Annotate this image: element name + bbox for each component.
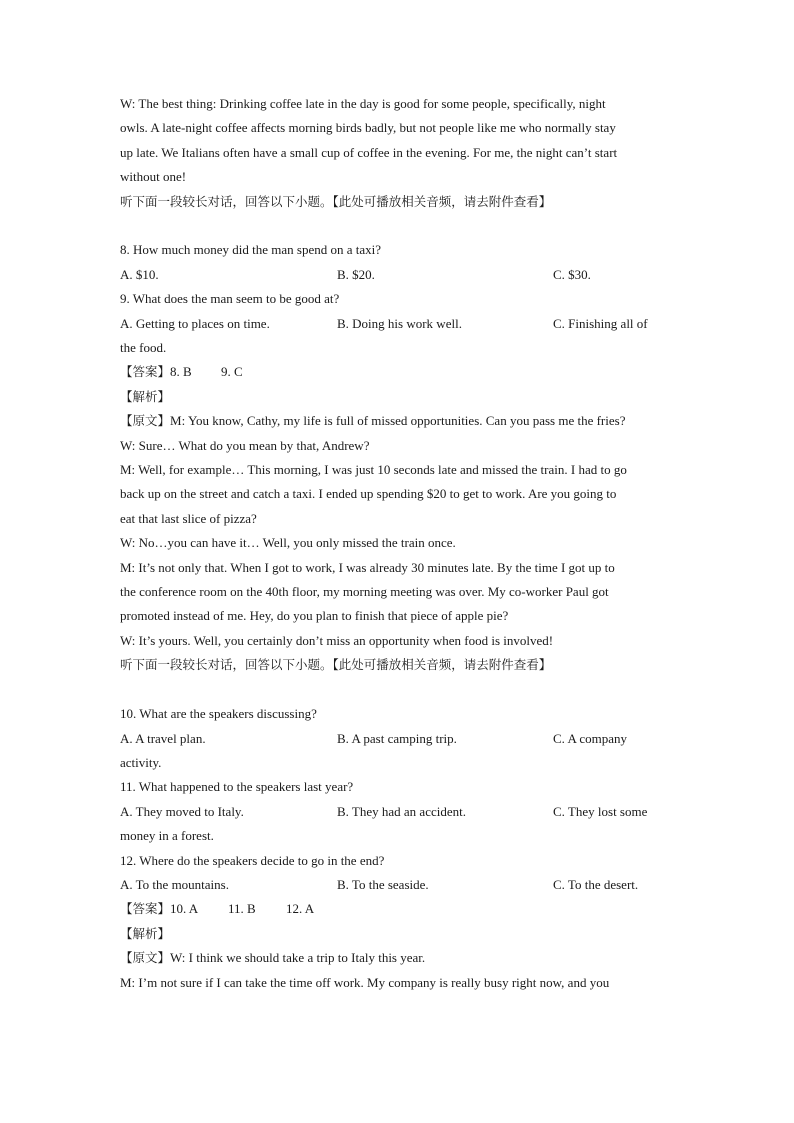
original-label: 【原文】 [120, 950, 171, 966]
question-8: 8. How much money did the man spend on a taxi? [120, 242, 382, 258]
answer-value: 9. C [221, 364, 243, 380]
transcript-line: promoted instead of me. Hey, do you plan to finish that piece of apple pie? [120, 608, 509, 624]
option-a: A. A travel plan. [120, 730, 206, 746]
option-a: A. They moved to Italy. [120, 803, 244, 819]
answer-value: 10. A [170, 901, 199, 917]
question-11-options [120, 800, 672, 824]
answer-row [120, 897, 672, 921]
option-c-wrap: activity. [120, 754, 162, 770]
listening-instruction: 听下面一段较长对话，回答以下小题。【此处可播放相关音频，请去附件查看】 [120, 193, 552, 209]
answer-value: 8. B [170, 364, 192, 380]
answer-row [120, 360, 672, 384]
option-c: C. A company [553, 730, 628, 746]
question-8-options [120, 263, 672, 287]
option-b: B. $20. [337, 266, 375, 282]
transcript-line: W: It’s yours. Well, you certainly don’t miss an opportunity when food is involved! [120, 632, 554, 648]
transcript-line: M: I’m not sure if I can take the time off work. My company is really busy right now, and you [120, 974, 610, 990]
transcript-line: M: It’s not only that. When I got to work, I was already 30 minutes late. By the time I got up to [120, 559, 615, 575]
question-12-options [120, 873, 672, 897]
transcript-line: M: Well, for example… This morning, I was just 10 seconds late and missed the train. I had to go [120, 462, 627, 478]
option-c: C. $30. [553, 266, 591, 282]
transcript-line [120, 946, 672, 970]
analysis-label: 【解析】 [120, 388, 171, 404]
intro-line: W: The best thing: Drinking coffee late in the day is good for some people, specifically, night [120, 96, 606, 111]
option-a: A. Getting to places on time. [120, 315, 270, 331]
transcript-line: back up on the street and catch a taxi. I ended up spending $20 to get to work. Are you going to [120, 486, 617, 502]
transcript-line [120, 409, 672, 433]
question-9: 9. What does the man seem to be good at? [120, 291, 340, 307]
option-c: C. To the desert. [553, 876, 639, 892]
intro-line: up late. We Italians often have a small cup of coffee in the evening. For me, the night can’t start [120, 144, 618, 160]
option-c-wrap: the food. [120, 340, 167, 356]
option-a: A. $10. [120, 266, 159, 282]
question-11: 11. What happened to the speakers last year? [120, 779, 354, 795]
option-c: C. They lost some [553, 803, 648, 819]
option-b: B. A past camping trip. [337, 730, 457, 746]
intro-line: without one! [120, 169, 187, 185]
original-label: 【原文】 [120, 413, 171, 429]
answer-value: 11. B [228, 901, 256, 917]
transcript-line: W: No…you can have it… Well, you only missed the train once. [120, 535, 456, 551]
transcript-text: M: You know, Cathy, my life is full of missed opportunities. Can you pass me the fries? [170, 413, 626, 429]
option-c: C. Finishing all of [553, 315, 648, 331]
answer-label: 【答案】 [120, 364, 171, 380]
option-b: B. Doing his work well. [337, 315, 462, 331]
intro-line: owls. A late-night coffee affects morning birds badly, but not people like me who normally stay [120, 120, 616, 136]
question-9-options [120, 312, 672, 336]
question-10-options [120, 727, 672, 751]
transcript-line: the conference room on the 40th floor, my morning meeting was over. My co-worker Paul got [120, 584, 609, 600]
answer-value: 12. A [286, 901, 315, 917]
transcript-line: W: Sure… What do you mean by that, Andrew? [120, 437, 370, 453]
option-c-wrap: money in a forest. [120, 828, 214, 844]
question-12: 12. Where do the speakers decide to go in the end? [120, 852, 385, 868]
analysis-label: 【解析】 [120, 925, 171, 941]
transcript-text: W: I think we should take a trip to Italy this year. [170, 950, 426, 966]
listening-instruction: 听下面一段较长对话，回答以下小题。【此处可播放相关音频，请去附件查看】 [120, 657, 552, 673]
transcript-line: eat that last slice of pizza? [120, 510, 257, 526]
document-page [120, 92, 672, 995]
option-b: B. They had an accident. [337, 803, 466, 819]
option-a: A. To the mountains. [120, 876, 229, 892]
option-b: B. To the seaside. [337, 876, 429, 892]
question-10: 10. What are the speakers discussing? [120, 706, 317, 722]
answer-label: 【答案】 [120, 901, 171, 917]
